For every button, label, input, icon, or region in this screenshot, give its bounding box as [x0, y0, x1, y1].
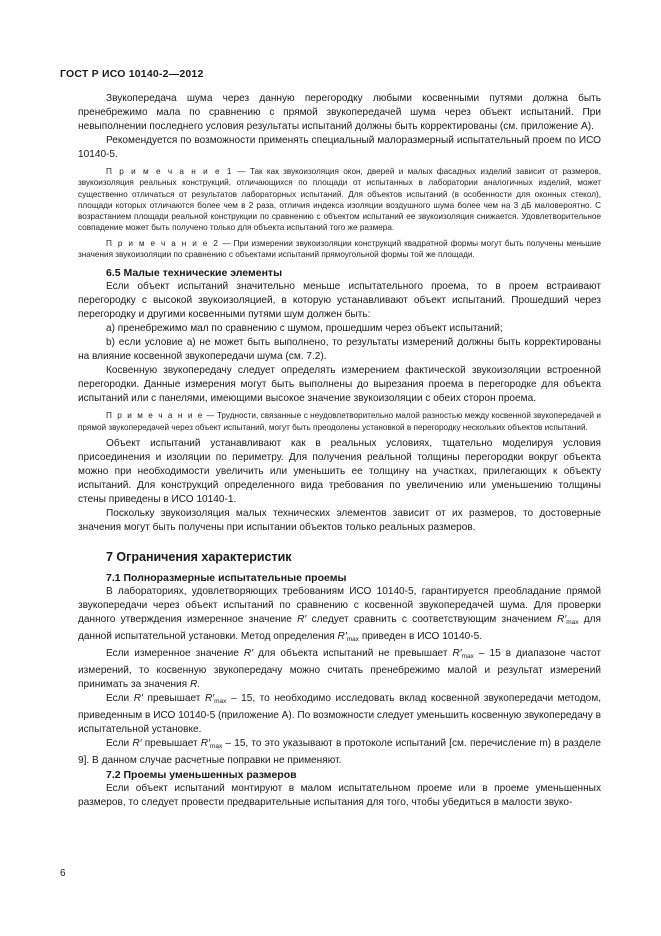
paragraph: Рекомендуется по возможности применять специальный малоразмерный испытательный проем по ИСО 10140-5.: [78, 135, 601, 160]
section-heading-6-5: 6.5 Малые технические элементы: [106, 267, 283, 280]
page-header: ГОСТ Р ИСО 10140-2—2012: [60, 68, 204, 80]
note-text: — Так как звукоизоляция окон, дверей и малых фасадных изделий зависит от размеров, звукоизоляция реальных конструкций, отличающихся по площади от испытанных в лаборатории аналогичных изделий, может существенно отличаться от результатов лабораторных испытаний. Для объектов испытаний (в особенности для оконных стекол), площади которых отличаются более чем в 2 раза, отличия индекса изоляции воздушного шума более чем на 3 дБ маловероятно. С возрастанием площади реальной конструкции по сравнению с объектом испытаний ее звукоизоляция снижается. Удовлетворительное совпадение может быть получено только для объекта испытаний того же размера.: [78, 167, 601, 233]
paragraph: Поскольку звукоизоляция малых технических элементов зависит от их размеров, то достоверные значения могут быть получены при испытании объектов только реальных размеров.: [78, 507, 601, 533]
list-item-a: a) пренебрежимо мал по сравнению с шумом, прошедшим через объект испытаний;: [106, 323, 503, 335]
note-label: П р и м е ч а н и е 2: [106, 238, 220, 248]
section-heading-7-1: 7.1 Полноразмерные испытательные проемы: [106, 571, 347, 584]
paragraph: Если объект испытаний монтируют в малом испытательном проеме или в проеме уменьшенных размеров, то следует провести предварительные испытания для того, чтобы убедиться в малости звуко-: [78, 782, 601, 808]
page-content: [78, 92, 601, 810]
section-heading-7-2: 7.2 Проемы уменьшенных размеров: [106, 768, 297, 781]
paragraph: В лабораториях, удовлетворяющих требованиям ИСО 10140-5, гарантируется преобладание прямой звукопередачи через объект испытаний по сравнению с косвенной звукопередачей шума. Для проверки данного утверждения измеренное значение R′ следует сравнить с соответствующим значением $R'_{max}$ для данной испытательной установки. Метод определения $R'_{max}$ приведен в ИСО 10140-5.: [78, 585, 601, 643]
page-number: 6: [60, 868, 66, 879]
list-item-b: b) если условие a) не может быть выполнено, то результаты измерений должны быть корректированы на влияние косвенной звукопередачи шума (см. 7.2).: [78, 337, 601, 363]
paragraph: Объект испытаний устанавливают как в реальных условиях, тщательно моделируя условия присоединения и изоляции по периметру. Для получения реальной толщины перегородки вокруг объекта можно при необходимости увеличить или уменьшить ее толщину на участках, прилегающих к объекту испытаний. Для конструкций определенного вида требования по увеличению или уменьшению толщины стены приведены в ИСО 10140-1.: [78, 437, 601, 505]
note-text: — Трудности, связанные с неудовлетворительно малой разностью между косвенной звукопередачей и прямой звукопередачей через объект испытаний, могут быть преодолены установкой в перегородку нескольких объектов испытаний.: [78, 411, 601, 432]
paragraph: Если R′ превышает $R'_{max} - 15$, то это указывают в протоколе испытаний [см. перечисление m) в разделе 9]. В данном случае расчетные поправки не применяют.: [78, 737, 601, 766]
paragraph: Если R' превышает $R'_{max} - 15$, то необходимо исследовать вклад косвенной звукопередачи методом, приведенным в ИСО 10140-5 (приложение А). По возможности следует уменьшить косвенную звукопередачу в испытательной установке.: [78, 692, 601, 735]
note-1: [78, 166, 601, 234]
note: [78, 410, 601, 433]
note-2: [78, 238, 601, 261]
paragraph: Звукопередача шума через данную перегородку любыми косвенными путями должна быть пренебрежимо мала по сравнению с прямой звукопередачей шума через объект испытаний. При невыполнении последнего условия результаты испытаний должны быть корректированы (см. приложение А).: [78, 93, 601, 132]
note-label: П р и м е ч а н и е 1: [106, 167, 233, 176]
paragraph: Косвенную звукопередачу следует определять измерением фактической звукоизоляции встроенной перегородки. Данные измерения могут быть выполнены до вырезания проема в перегородке для объекта испытаний или с панелями, имеющими высокое значение звукоизоляции с обеих сторон проема.: [78, 365, 601, 405]
note-text: — При измерении звукоизоляции конструкций квадратной формы могут быть получены меньшие значения звукоизоляции по сравнению с объектами испытаний прямоугольной формы той же площади.: [78, 238, 601, 260]
paragraph: Если измеренное значение R′ для объекта испытаний не превышает $R'_{max} - 15$ в диапазоне частот измерений, то косвенную звукопередачу можно считать пренебрежимо малой и результат измерений принимать за значения R.: [78, 647, 602, 690]
note-label: П р и м е ч а н и е: [106, 411, 204, 421]
section-heading-7: 7 Ограничения характеристик: [106, 549, 292, 564]
paragraph: Если объект испытаний значительно меньше испытательного проема, то в проем встраивают перегородку с высокой звукоизоляцией, в которую устанавливают объект испытаний. Прошедший через перегородку и другими косвенными путями шум должен быть:: [78, 281, 601, 321]
